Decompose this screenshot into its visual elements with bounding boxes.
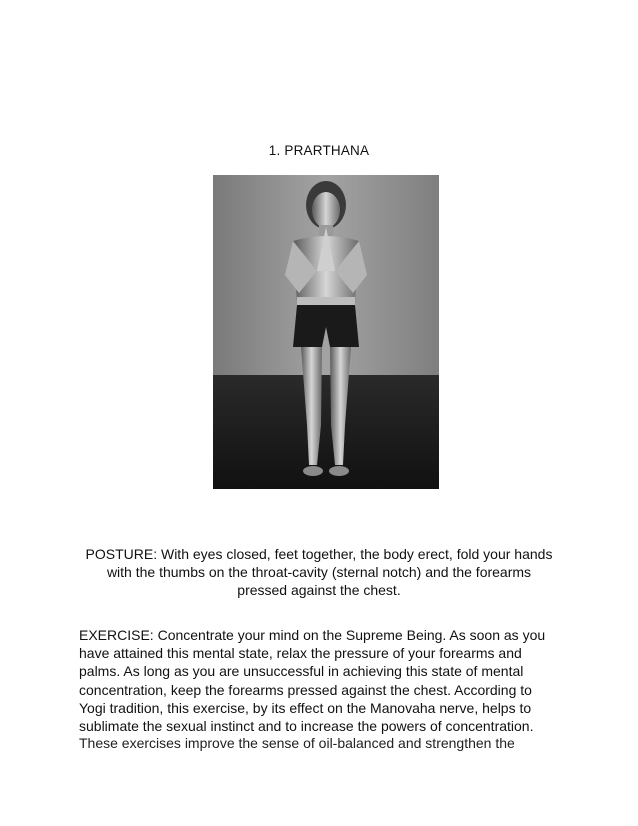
cut-off-line-text: These exercises improve the sense of oil-balanced and strengthen the — [79, 735, 515, 751]
exercise-paragraph: EXERCISE: Concentrate your mind on the Supreme Being. As soon as you have attained this mental state, relax the pressure of your forearms and palms. As long as you are unsuccessful in achieving this state of mental concentration, keep the forearms pressed against the chest. According to Yogi tradition, this exercise, by its effect on the Manovaha nerve, helps to sublimate the sexual instinct and to increase the powers of concentration. — [79, 627, 546, 735]
page-title: 1. PRARTHANA — [268, 143, 370, 158]
cut-off-line — [79, 735, 559, 752]
posture-paragraph: POSTURE: With eyes closed, feet together, the body erect, fold your hands with the thumbs on the throat-cavity (sternal notch) and the forearms pressed against the chest. — [85, 546, 553, 598]
photograph — [213, 175, 439, 489]
